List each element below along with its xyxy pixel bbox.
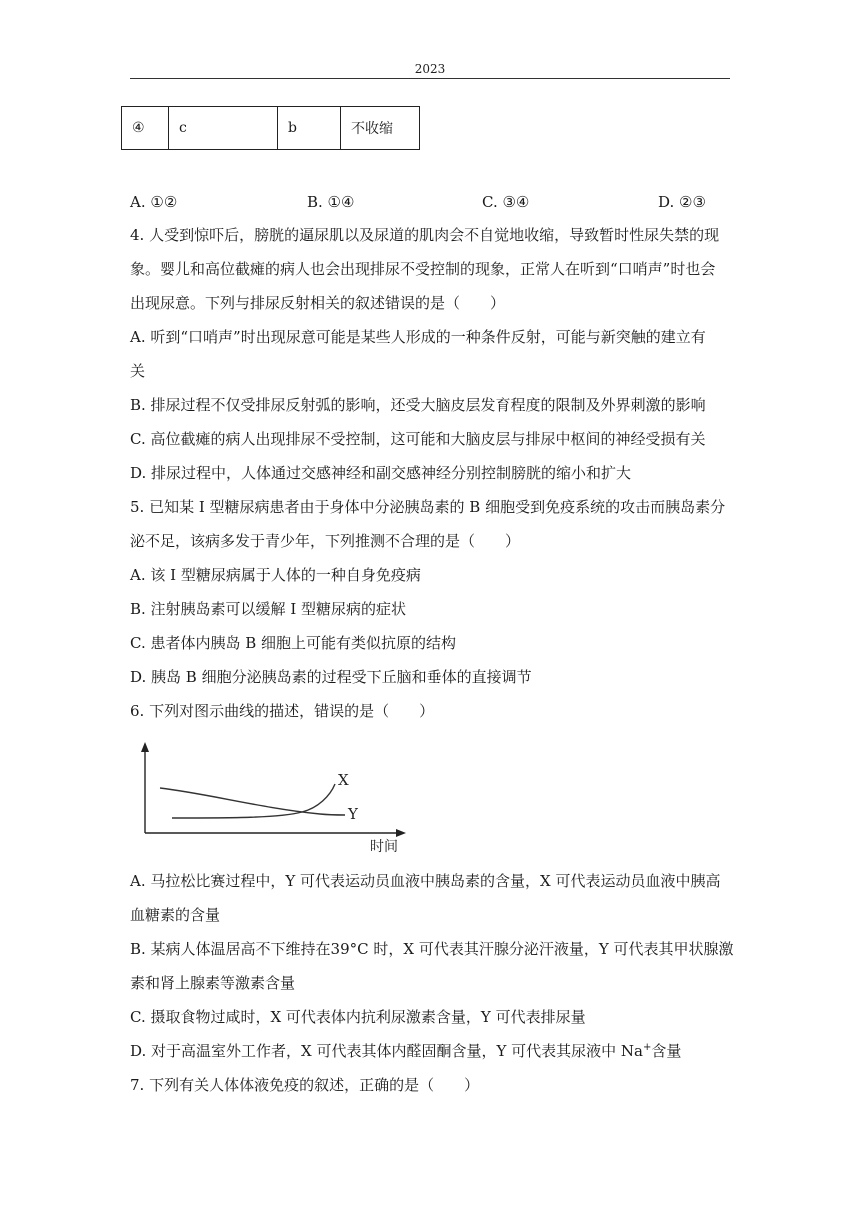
q6-option-d — [130, 1041, 681, 1061]
q5-option-b: B. 注射胰岛素可以缓解 I 型糖尿病的症状 — [130, 600, 407, 618]
q6-stem: 6. 下列对图示曲线的描述，错误的是（ ） — [130, 702, 435, 720]
graph-y-axis-arrow — [141, 742, 149, 752]
q6-option-a-line-1: A. 马拉松比赛过程中，Y 可代表运动员血液中胰岛素的含量，X 可代表运动员血液中胰高 — [130, 872, 721, 890]
q4-stem-line-3: 出现尿意。下列与排尿反射相关的叙述错误的是（ ） — [130, 294, 506, 312]
q3-option-b: B. ①④ — [307, 193, 355, 211]
q4-option-a-line-1: A. 听到“口哨声”时出现尿意可能是某些人形成的一种条件反射，可能与新突触的建立有 — [130, 328, 706, 346]
q6-option-b-line-1: B. 某病人体温居高不下维持在39°C 时，X 可代表其汗腺分泌汗液量，Y 可代表其甲状腺激 — [130, 940, 734, 958]
q6-option-d-text: D. 对于高温室外工作者，X 可代表其体内醛固酮含量，Y 可代表其尿液中 Na — [130, 1042, 643, 1060]
graph-x-axis-arrow — [396, 829, 406, 837]
q5-stem-line-2: 泌不足，该病多发于青少年，下列推测不合理的是（ ） — [130, 532, 521, 550]
q5-option-d: D. 胰岛 B 细胞分泌胰岛素的过程受下丘脑和垂体的直接调节 — [130, 668, 532, 686]
q4-option-c: C. 高位截瘫的病人出现排尿不受控制，这可能和大脑皮层与排尿中枢间的神经受损有关 — [130, 430, 706, 448]
q5-option-c: C. 患者体内胰岛 B 细胞上可能有类似抗原的结构 — [130, 634, 457, 652]
q4-option-b: B. 排尿过程不仅受排尿反射弧的影响，还受大脑皮层发育程度的限制及外界刺激的影响 — [130, 396, 706, 414]
q4-stem-line-1: 4. 人受到惊吓后，膀胱的逼尿肌以及尿道的肌肉会不自觉地收缩，导致暂时性尿失禁的现 — [130, 226, 720, 244]
table-cell-number: ④ — [122, 107, 169, 150]
q7-stem: 7. 下列有关人体体液免疫的叙述，正确的是（ ） — [130, 1076, 480, 1094]
table-cell-result: 不收缩 — [341, 107, 420, 150]
q6-option-a-line-2: 血糖素的含量 — [130, 906, 221, 924]
graph-axis-label-time: 时间 — [370, 839, 398, 855]
q5-option-a: A. 该 I 型糖尿病属于人体的一种自身免疫病 — [130, 566, 421, 584]
q6-curve-graph — [130, 738, 420, 856]
graph-label-x: X — [338, 771, 349, 789]
q3-option-a: A. ①② — [130, 193, 178, 211]
answer-table-fragment — [121, 106, 420, 150]
table-cell-stimulus-site: c — [169, 107, 278, 150]
q3-option-d: D. ②③ — [658, 193, 706, 211]
graph-label-y: Y — [348, 805, 358, 823]
q6-option-c: C. 摄取食物过咸时，X 可代表体内抗利尿激素含量，Y 可代表排尿量 — [130, 1008, 586, 1026]
q6-option-d-suffix: 含量 — [651, 1042, 682, 1060]
q4-stem-line-2: 象。婴儿和高位截瘫的病人也会出现排尿不受控制的现象，正常人在听到“口哨声”时也会 — [130, 260, 716, 278]
q3-option-c: C. ③④ — [482, 193, 530, 211]
page-header-year: 2023 — [414, 62, 446, 76]
header-rule — [130, 78, 730, 79]
q6-option-b-line-2: 素和肾上腺素等激素含量 — [130, 974, 296, 992]
table-row — [122, 107, 420, 150]
q6-option-d-superscript: + — [642, 1042, 652, 1053]
table-cell-measure-site: b — [278, 107, 341, 150]
q5-stem-line-1: 5. 已知某 I 型糖尿病患者由于身体中分泌胰岛素的 B 细胞受到免疫系统的攻击而胰岛素分 — [130, 498, 726, 516]
q4-option-d: D. 排尿过程中，人体通过交感神经和副交感神经分别控制膀胱的缩小和扩大 — [130, 464, 632, 482]
graph-curve-y — [160, 788, 345, 815]
q4-option-a-line-2: 关 — [130, 362, 146, 380]
